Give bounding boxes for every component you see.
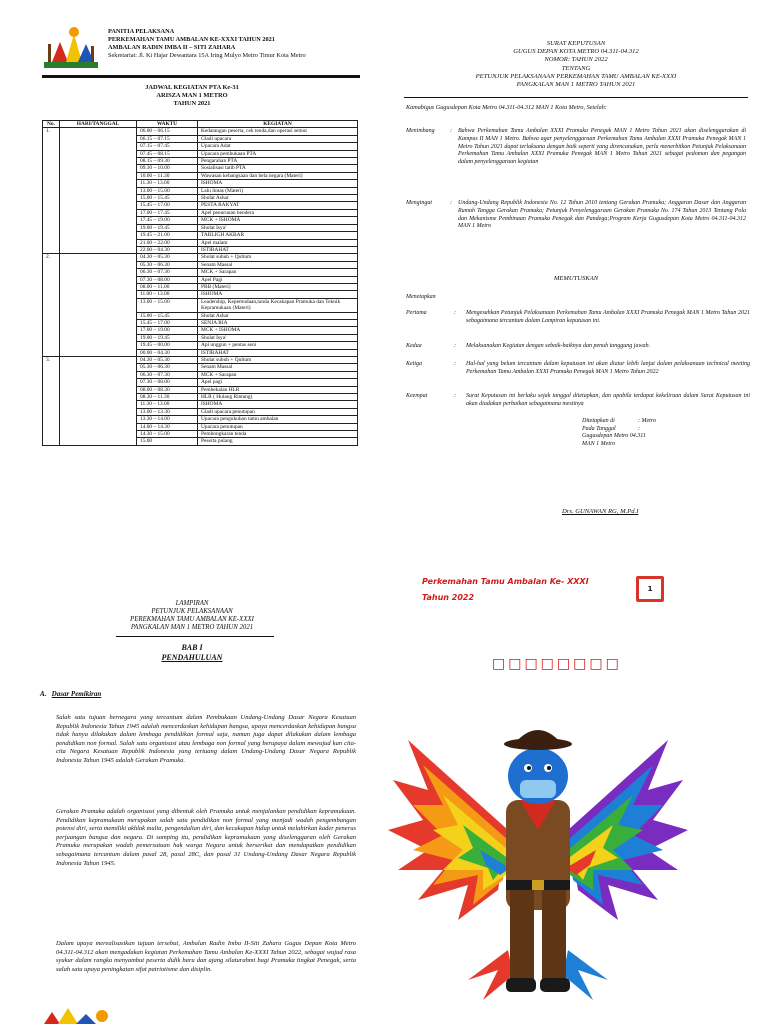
section-letter: A. — [40, 690, 47, 698]
mengingat-label: Mengingat — [406, 200, 432, 206]
activity-cell: MCK + Sarapan — [198, 269, 358, 276]
left-wing-icon — [388, 740, 510, 920]
item-label: Ketiga — [406, 361, 422, 367]
activity-cell: PESTA RAKYAT — [198, 202, 358, 209]
ditetapkan-value: : Metro — [638, 418, 656, 424]
header-day: HARI/TANGGAL — [60, 121, 137, 128]
poster-title-line-1: Perkemahan Tamu Ambalan Ke- XXXI — [422, 577, 589, 586]
time-cell: 19.00 – 19.45 — [137, 224, 198, 231]
activity-cell: Apel penurunan bendera — [198, 209, 358, 216]
signature-block — [582, 418, 656, 448]
colon: : — [450, 200, 452, 206]
letterhead-address: Sekretariat: Jl. Ki Hajar Dewantara 15A Iring Mulyo Metro Timur Kota Metro — [108, 52, 306, 59]
colon: : — [454, 310, 456, 316]
day-date-cell — [60, 357, 137, 446]
day-number: 2. — [43, 254, 60, 357]
time-cell: 17.00 – 17.45 — [137, 209, 198, 216]
section-title: Dasar Pemikiran — [51, 690, 102, 698]
decree-heading — [384, 40, 768, 89]
time-cell: 21.00 – 22.00 — [137, 239, 198, 246]
menimbang-text: Bahwa Perkemahan Tamu Ambalan XXXI Pramuka Penegak MAN 1 Metro Tahun 2021 akan diselenggarakan di Kampus II MAN 1 Metro. Bahwa agar penyelenggaraan Perkemahan Tamu Ambalan XXXI Pramuka Penegak MAN 1 Metro Tahun 2021 dapat terlaksana dengan baik seperti yang direncanakan, perlu menerbitkan Petunjuk Pelaksanaan Perkemahan Tamu Ambalan XXXI Pramuka Penegak MAN 1 Metro Tahun 2021 sebagai pedoman dan pegangan dalam penyelenggaraan kegiatan — [458, 128, 746, 166]
header-activity: KEGIATAN — [198, 121, 358, 128]
paragraph-3-text: Dalam upaya merealisasikan tujuan tersebut, Ambalan Radin Imba II-Siti Zahara Gugus Depan Kota Metro 04.311-04.312 akan mengadakan kegiatan Perkemahan Tamu Ambalan Ke-XXXI Tahun 2022, sebagai wujud rasa syukur dalam rangka menyambut peserta didik baru dan ajang silaturahmi bagi Pramuka tingkat Penegak, serta salah satu upaya peningkatan sifat patriotisme dan disiplin. — [56, 940, 356, 973]
activity-cell: Api unggun + pentas seni — [198, 342, 358, 349]
lampiran-sub-1: PETUNJUK PELAKSANAAN — [151, 608, 233, 615]
time-cell: 06.30 – 07.30 — [137, 269, 198, 276]
decree-page — [384, 0, 768, 540]
letterhead-line3: AMBALAN RADIN IMBA II – SITI ZAHARA — [108, 44, 236, 51]
time-cell: 07.45 – 08.15 — [137, 150, 198, 157]
activity-cell: Sholat Isya' — [198, 334, 358, 341]
activity-cell: Kedatangan peserta, cek tenda,dan operasi semut — [198, 128, 358, 135]
activity-cell: Upacara pembukaan PTA — [198, 150, 358, 157]
time-cell: 06.15 – 07.15 — [137, 135, 198, 142]
activity-cell: Upacara penutupan — [198, 423, 358, 430]
time-cell: 06.00 – 06.15 — [137, 128, 198, 135]
ditetapkan-label: Ditetapkan di — [582, 418, 615, 424]
chapter-heading — [0, 643, 384, 663]
paragraph-2-text: Gerakan Pramuka adalah organisasi yang dibentuk oleh Pramuka untuk menjalankan pendidikan kepramukaan. Pendidikan kepramukaan merupakan salah satu pendidikan non formal yang menjadi wadah pengembangan potensi diri, serta memiliki akhlak mulia, pengendalian diri, dan kecakapan hidup untuk melahirkan kader penerus perjuangan bangsa dan negara. Di samping itu, pendidikan kepramukaan yang diselenggaran oleh Gerakan Pramuka merupakan wadah pemersatuan hak warga Negara untuk berserikat dan mendapatkan pendidikan sebagaimana tercantum dalam pasal 28, pasal 28C, dan pasal 31 Undang-Undang Dasar Negara Republik Indonesia Tahun 1945. — [56, 808, 356, 867]
time-cell: 17.45 – 19.00 — [137, 217, 198, 224]
time-cell: 22.00 – 04.30 — [137, 246, 198, 253]
time-cell: 10.00 – 11.30 — [137, 172, 198, 179]
decree-tentang: TENTANG — [561, 64, 591, 72]
gugus-line-2: MAN 1 Metro — [582, 440, 616, 447]
tail-feathers-icon — [468, 950, 608, 1000]
lampiran-sub-3: PANGKALAN MAN 1 METRO TAHUN 2021 — [130, 624, 254, 631]
decree-number: NOMOR: TAHUN 2022 — [544, 56, 608, 64]
activity-cell: TABLIGH AKBAR — [198, 232, 358, 239]
decree-divider — [404, 97, 748, 98]
time-cell: 07.30 – 08.00 — [137, 276, 198, 283]
time-cell: 13.30 – 14.00 — [137, 416, 198, 423]
header-no: No. — [43, 121, 60, 128]
committee-logo-icon — [42, 24, 100, 72]
activity-cell: MCK + ISHOMA — [198, 327, 358, 334]
activity-cell: ISHOMA — [198, 180, 358, 187]
page-number-badge: 1 — [636, 576, 664, 602]
activity-cell: HLR ( Hulang Rintang) — [198, 394, 358, 401]
time-cell: 08.30 – 11.30 — [137, 394, 198, 401]
time-cell: 04.30 – 05.30 — [137, 254, 198, 261]
time-cell: 15.00 — [137, 438, 198, 445]
chapter-number: BAB I — [181, 643, 203, 652]
poster-title-line-2: Tahun 2022 — [422, 593, 475, 602]
time-cell: 04.30 – 05.30 — [137, 357, 198, 364]
time-cell: 14.00 – 14.30 — [137, 423, 198, 430]
poster-title — [422, 574, 589, 606]
memutuskan-heading: MEMUTUSKAN — [553, 275, 599, 282]
colon: : — [450, 128, 452, 134]
activity-cell: Wawasan kebangsaan dan bela negara (Materi) — [198, 172, 358, 179]
right-wing-icon — [566, 740, 688, 920]
activity-cell: Sholat Ashar — [198, 312, 358, 319]
activity-cell: Pengarahan PTA — [198, 158, 358, 165]
letterhead-text — [108, 28, 306, 60]
colon: : — [454, 343, 456, 349]
activity-cell: ISTIRAHAT — [198, 349, 358, 356]
item-text: Hal-hal yang belum tercantum dalam keputusan ini akan diatur lebih lanjut dalam pelaksanaan technical meeting Perkemahan Tamu Ambalan XXXI Pramuka Penegak MAN 1 Metro Tahun 2022 — [466, 361, 750, 375]
menimbang-section — [406, 128, 746, 198]
activity-cell: Leadership, Kepemudaan,tanda Kecakapan Pramuka dan Teknik Kepramukaan (Materi) — [198, 298, 358, 312]
time-cell: 15.45 – 17.00 — [137, 202, 198, 209]
time-cell: 19.00 – 19.45 — [137, 334, 198, 341]
item-text: Surat Keputusan ini berlaku sejak tanggal ditetapkan, dan apabila terdapat kekeliruan dalam Surat Keputusan ini akan diadakan perbaikan sebagaimana mestinya — [466, 393, 750, 407]
day-number: 1. — [43, 128, 60, 254]
activity-cell: Pembongkaran tenda — [198, 431, 358, 438]
time-cell: 19.45 – 00.00 — [137, 342, 198, 349]
time-cell: 07.30 – 08.00 — [137, 379, 198, 386]
activity-cell: MCK + Sarapan — [198, 371, 358, 378]
activity-cell: Senam Massal — [198, 261, 358, 268]
tanggal-value: : — [638, 425, 640, 432]
day-date-cell — [60, 254, 137, 357]
time-cell: 15.00 – 15.45 — [137, 312, 198, 319]
section-heading — [40, 690, 101, 698]
time-cell: 14.30 – 15.00 — [137, 431, 198, 438]
chapter-title: PENDAHULUAN — [161, 653, 223, 662]
poster-page — [384, 540, 768, 1024]
lampiran-divider — [116, 636, 274, 637]
activity-cell: SENJA RIA — [198, 319, 358, 326]
activity-cell: Senam Massal — [198, 364, 358, 371]
ditetapkan-row — [582, 418, 656, 426]
gugus-line-1: Gugusdepan Metro 04.311 — [582, 433, 646, 440]
item-text: Melaksanakan Kegiatan dengan sebaik-baiknya dan penuh tanggung jawab. — [466, 343, 650, 349]
lampiran-page — [0, 540, 384, 1024]
tanggal-label: Pada Tanggal — [582, 425, 616, 432]
activity-cell: Apel pagi — [198, 379, 358, 386]
letterhead — [42, 24, 362, 74]
activity-cell: PBB (Materi) — [198, 283, 358, 290]
day-number: 3. — [43, 357, 60, 446]
item-label: Keempat — [406, 393, 428, 399]
letterhead-line1: PANITIA PELAKSANA — [108, 28, 175, 35]
table-row — [43, 254, 358, 261]
decree-subject-2: PANGKALAN MAN 1 METRO TAHUN 2021 — [516, 81, 636, 89]
time-cell: 13.00 – 15.00 — [137, 187, 198, 194]
menimbang-label: Menimbang — [406, 128, 435, 134]
activity-cell: Apel Pagi — [198, 276, 358, 283]
time-cell: 15.00 – 15.45 — [137, 195, 198, 202]
activity-cell: Peserta pulang — [198, 438, 358, 445]
item-label: Kedua — [406, 343, 422, 349]
paragraph-1-text: Salah satu tujuan bernegara yang tercantum dalam Pembukaan Undang-Undang Dasar Negara Kesatuan Republik Indonesia Tahun 1945 adalah mencerdaskan kehidupan bangsa, upaya mencerdaskan kehidupan bangsa tidak hanya dilakukan dalam lembaga pendidikan formal saja, namun juga dapat dilakukan dalam lembaga pendidikan non formal. Salah satu organisasi atau lembaga non formal yang berupaya dalam mewujud kan cita-cita Negara Kesatuan Republik Indonesia yang tertuang dalam Undang-Undang Dasar Negara Republik Indonesia Tahun 1945 adalah Gerakan Pramuka. — [56, 714, 356, 764]
scout-eagle-mascot-icon — [388, 680, 688, 1024]
activity-cell: Sholat subuh + Qultum — [198, 357, 358, 364]
schedule-page — [0, 0, 384, 540]
activity-cell: MCK + ISHOMA — [198, 217, 358, 224]
footer-logo-icon — [40, 1006, 120, 1024]
day-date-cell — [60, 128, 137, 254]
time-cell: 07.15 – 07.45 — [137, 143, 198, 150]
mengingat-text: Undang-Undang Republik Indonesia No. 12 Tahun 2010 tentang Gerakan Pramuka; Anggaran Dasar dan Anggaran Rumah Tangga Gerakan Pramuka; Petunjuk Penyelenggaraan Gerakan Pramuka No. 174 Tahun 2013 Tentang Pola dan Mekanisme Pembinaan Pramuka Penegak dan Pandega;Program Kerja Gugusdepan Kota Metro 04.311-04.312 MAN 1 Metro — [458, 200, 746, 230]
paragraph-2 — [56, 808, 356, 868]
colon: : — [454, 361, 456, 367]
time-cell: 19.45 – 21.00 — [137, 232, 198, 239]
signer-name: Drs. GUNAWAN RG, M.Pd.I — [562, 508, 639, 515]
time-cell: 17.00 – 19.00 — [137, 327, 198, 334]
time-cell: 00.00 – 04.30 — [137, 349, 198, 356]
activity-cell: Sosialisasi tatib PTA — [198, 165, 358, 172]
activity-cell: ISHOMA — [198, 401, 358, 408]
activity-cell: Sholat Ashar — [198, 195, 358, 202]
activity-cell: ISTIRAHAT — [198, 246, 358, 253]
table-header-row — [43, 121, 358, 128]
lampiran-sub-2: PEREKMAHAN TAMU AMBALAN KE-XXXI — [130, 616, 254, 623]
time-cell: 11.30 – 13.00 — [137, 401, 198, 408]
header-time: WAKTU — [137, 121, 198, 128]
time-cell: 06.30 – 07.30 — [137, 371, 198, 378]
time-cell: 08.15 – 09.30 — [137, 158, 198, 165]
decree-subject: PETUNJUK PELAKSANAAN PERKEMAHAN TAMU AMBALAN KE-XXXI — [475, 72, 677, 80]
decree-title: SURAT KEPUTUSAN — [546, 40, 606, 47]
time-cell: 11.00 – 13.00 — [137, 291, 198, 298]
schedule-title-3: TAHUN 2021 — [173, 100, 211, 107]
time-cell: 13.00 – 13.30 — [137, 408, 198, 415]
letterhead-line2: PERKEMAHAN TAMU AMBALAN KE-XXXI TAHUN 2021 — [108, 36, 275, 43]
item-label: Pertama — [406, 310, 427, 316]
decree-intro: Kamabigus Gugusdepan Kota Metro 04.311-04.312 MAN 1 Kota Metro, Setelah: — [406, 104, 607, 111]
activity-cell: Pembekalan HLR — [198, 386, 358, 393]
paragraph-3 — [56, 940, 356, 974]
paragraph-1 — [56, 714, 356, 766]
table-row — [43, 128, 358, 135]
time-cell: 09.30 – 10.00 — [137, 165, 198, 172]
lampiran-heading — [0, 600, 384, 632]
activity-cell: Lalu lintas (Materi) — [198, 187, 358, 194]
colon: : — [454, 393, 456, 399]
time-cell: 15.45 – 17.00 — [137, 319, 198, 326]
time-cell: 08.00 – 08.30 — [137, 386, 198, 393]
decree-gugus: GUGUS DEPAN KOTA METRO 04.311-04.312 — [513, 48, 639, 56]
letterhead-divider — [42, 75, 360, 78]
schedule-title-2: ARISZA MAN 1 METRO — [156, 92, 228, 99]
item-text: Mengesahkan Petunjuk Pelaksanaan Perkemahan Tamu Ambalan XXXI Pramuka Penegak MAN 1 Metro Tahun 2021 sebagaimana tercantum dalam Lampiran keputusan ini. — [466, 310, 750, 324]
activity-cell: Upacara pengukuhan tamu ambalan — [198, 416, 358, 423]
mengingat-section — [406, 200, 746, 260]
activity-cell: Apel malam — [198, 239, 358, 246]
schedule-title-1: JADWAL KEGIATAN PTA Ke-31 — [145, 84, 239, 91]
activity-cell: Gladi upacara — [198, 135, 358, 142]
placeholder-glyphs: □□□□□□□□ — [492, 656, 622, 672]
schedule-table — [42, 120, 358, 446]
table-row — [43, 357, 358, 364]
time-cell: 05.30 – 06.30 — [137, 364, 198, 371]
time-cell: 05.30 – 06.30 — [137, 261, 198, 268]
activity-cell: ISHOMA — [198, 291, 358, 298]
activity-cell: Sholat subuh + Qultum — [198, 254, 358, 261]
time-cell: 11.30 – 13.00 — [137, 180, 198, 187]
activity-cell: Upacara Adat — [198, 143, 358, 150]
menetapkan-label: Menetapkan — [406, 294, 436, 300]
activity-cell: Sholat Isya' — [198, 224, 358, 231]
activity-cell: Gladi upacara penutupan — [198, 408, 358, 415]
lampiran-title: LAMPIRAN — [175, 600, 209, 607]
time-cell: 13.00 – 15.00 — [137, 298, 198, 312]
time-cell: 08.00 – 11.00 — [137, 283, 198, 290]
schedule-title — [0, 84, 384, 108]
